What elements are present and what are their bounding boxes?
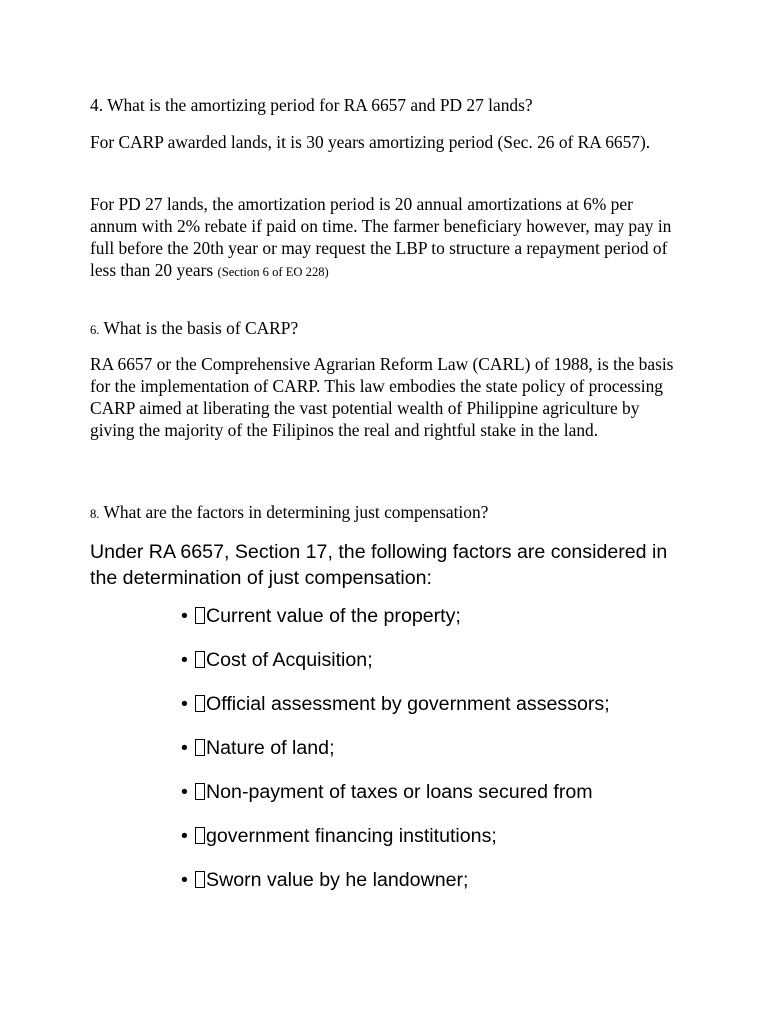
- question-6-text: What is the basis of CARP?: [103, 318, 299, 338]
- bullet-icon: •: [181, 693, 188, 715]
- bullet-icon: •: [181, 781, 188, 803]
- question-6-number: 6.: [90, 323, 100, 337]
- question-6: [90, 317, 680, 341]
- missing-glyph-icon: [195, 871, 205, 888]
- list-item: [181, 779, 741, 823]
- question-4: 4. What is the amortizing period for RA 6657 and PD 27 lands?: [90, 95, 533, 115]
- missing-glyph-icon: [195, 607, 205, 624]
- list-item: [181, 823, 741, 867]
- answer-6: RA 6657 or the Comprehensive Agrarian Reform Law (CARL) of 1988, is the basis for the implementation of CARP. This law embodies the state policy of processing CARP aimed at liberating the vast potential wealth of Philippine agriculture by giving the majority of the Filipinos the real and rightful stake in the land.: [90, 354, 674, 440]
- bullet-icon: •: [181, 869, 188, 891]
- bullet-icon: •: [181, 649, 188, 671]
- factor-text: Sworn value by he landowner;: [206, 869, 469, 891]
- bullet-icon: •: [181, 825, 188, 847]
- list-item: [181, 603, 741, 647]
- list-item: [181, 647, 741, 691]
- missing-glyph-icon: [195, 695, 205, 712]
- bullet-icon: •: [181, 605, 188, 627]
- answer-4-pd27-lands: [90, 193, 680, 283]
- factors-list: [181, 603, 741, 911]
- answer-4-pd27-text: For PD 27 lands, the amortization period is 20 annual amortizations at 6% per annum with 2% rebate if paid on time. The farmer beneficiary however, may pay in full before the 20th year or may request the LBP to structure a repayment period of less than 20 years: [90, 194, 672, 280]
- list-item: [181, 867, 741, 911]
- missing-glyph-icon: [195, 783, 205, 800]
- factor-text: Non-payment of taxes or loans secured from: [206, 781, 593, 803]
- factor-text: Cost of Acquisition;: [206, 649, 373, 671]
- factor-text: government financing institutions;: [206, 825, 497, 847]
- bullet-icon: •: [181, 737, 188, 759]
- factor-text: Nature of land;: [206, 737, 335, 759]
- list-item: [181, 735, 741, 779]
- answer-8-intro: Under RA 6657, Section 17, the following factors are considered in the determination of just compensation:: [90, 541, 668, 589]
- missing-glyph-icon: [195, 739, 205, 756]
- answer-4-carp-lands: For CARP awarded lands, it is 30 years amortizing period (Sec. 26 of RA 6657).: [90, 132, 651, 152]
- list-item: [181, 691, 741, 735]
- missing-glyph-icon: [195, 651, 205, 668]
- factor-text: Current value of the property;: [206, 605, 461, 627]
- question-8: [90, 501, 680, 525]
- question-8-text: What are the factors in determining just compensation?: [103, 502, 489, 522]
- question-8-number: 8.: [90, 507, 100, 521]
- factor-text: Official assessment by government assessors;: [206, 693, 610, 715]
- missing-glyph-icon: [195, 827, 205, 844]
- answer-4-reference: (Section 6 of EO 228): [217, 265, 329, 279]
